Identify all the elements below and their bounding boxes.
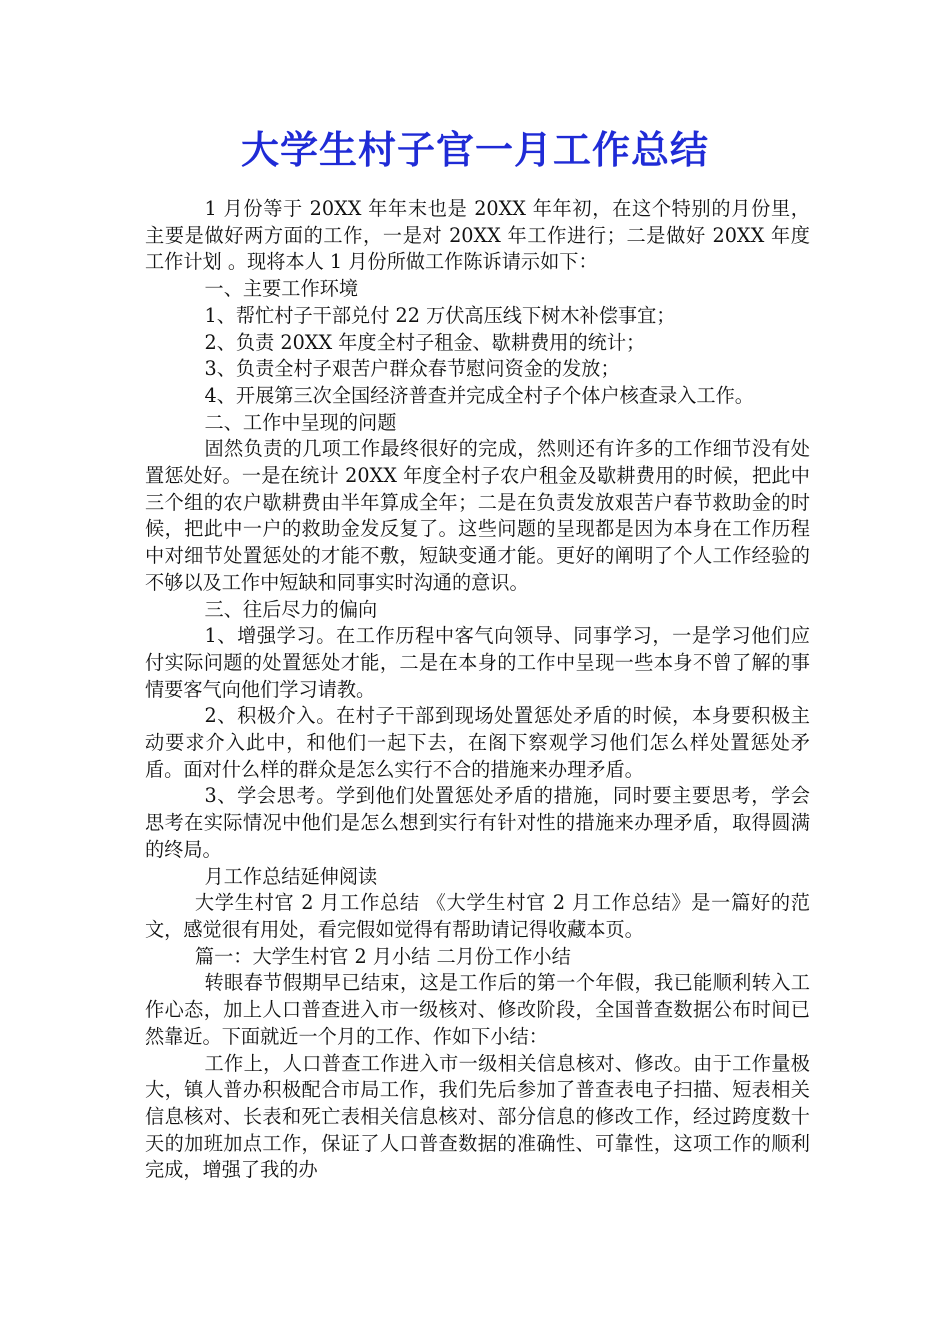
paragraph-extended-intro: 大学生村官 2 月工作总结 《大学生村官 2 月工作总结》是一篇好的范文，感觉很有用处，看完假如觉得有帮助请记得收藏本页。 — [145, 891, 810, 941]
document-title: 大学生村子官一月工作总结 — [240, 128, 709, 172]
list-item-3: 3、负责全村子艰苦户群众春节慰问资金的发放； — [204, 357, 620, 381]
heading-extended-reading: 月工作总结延伸阅读 — [204, 864, 378, 888]
paragraph-holiday: 转眼春节假期早已结束，这是工作后的第一个年假，我已能顺利转入工作心态，加上人口普查进入市一级核对、修改阶段，全国普查数据公布时间已然靠近。下面就近一个月的工作、作如下小结： — [145, 971, 810, 1048]
document-body — [145, 196, 810, 1184]
heading-article-one: 篇一：大学生村官 2 月小结 二月份工作小结 — [194, 944, 571, 968]
list-item-4: 4、开展第三次全国经济普查并完成全村子个体户核查录入工作。 — [204, 383, 754, 407]
paragraph-study: 1、增强学习。在工作历程中客气向领导、同事学习，一是学习他们应付实际问题的处置惩处才能，二是在本身的工作中呈现一些本身不曾了解的事情要客气向他们学习请教。 — [145, 624, 810, 701]
paragraph-think: 3、学会思考。学到他们处置惩处矛盾的措施，同时要主要思考，学会思考在实际情况中他们是怎么想到实行有针对性的措施来办理矛盾，取得圆满的终局。 — [145, 784, 810, 861]
paragraph-problems: 固然负责的几项工作最终很好的完成，然则还有许多的工作细节没有处置惩处好。一是在统计 20XX 年度全村子农户租金及歇耕费用的时候，把此中三个组的农户歇耕费由半年算成全年；二是在负责发放艰苦户春节救助金的时候，把此中一户的救助金发反复了。这些问题的呈现都是因为本身在工作历程中对细节处置惩处的才能不敷，短缺变通才能。更好的阐明了个人工作经验的不够以及工作中短缺和同事实时沟通的意识。 — [145, 437, 810, 594]
list-item-2: 2、负责 20XX 年度全村子租金、歇耕费用的统计； — [204, 330, 646, 354]
heading-direction: 三、往后尽力的偏向 — [204, 597, 378, 621]
list-item-1: 1、帮忙村子干部兑付 22 万伏高压线下树木补偿事宜； — [204, 303, 676, 327]
heading-problems: 二、工作中呈现的问题 — [204, 410, 397, 434]
paragraph-census: 工作上，人口普查工作进入市一级相关信息核对、修改。由于工作量极大，镇人普办积极配合市局工作，我们先后参加了普查表电子扫描、短表相关信息核对、长表和死亡表相关信息核对、部分信息的修改工作，经过跨度数十天的加班加点工作，保证了人口普查数据的准确性、可靠性，这项工作的顺利完成，增强了我的办 — [145, 1051, 810, 1182]
paragraph-intro: 1 月份等于 20XX 年年末也是 20XX 年年初，在这个特别的月份里，主要是做好两方面的工作，一是对 20XX 年工作进行；二是做好 20XX 年度工作计划 。现将本人 1 月份所做工作陈诉请示如下： — [145, 197, 810, 274]
paragraph-participate: 2、积极介入。在村子干部到现场处置惩处矛盾的时候，本身要积极主动要求介入此中，和他们一起下去，在阁下察观学习他们怎么样处置惩处矛盾。面对什么样的群众是怎么实行不合的措施来办理矛盾。 — [145, 704, 810, 781]
heading-main-work: 一、主要工作环境 — [204, 277, 359, 301]
